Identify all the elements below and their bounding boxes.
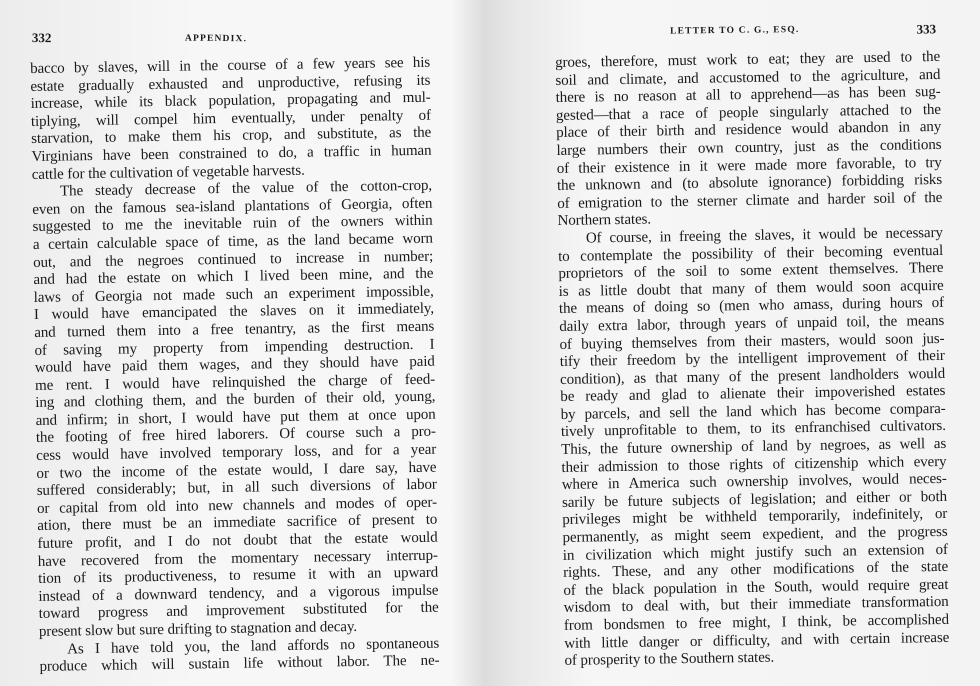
text-line: or two the income of the estate would, I dare say, have — [36, 459, 437, 482]
text-line: of buying themselves from their masters, would soon jus- — [559, 330, 945, 353]
text-line: This, the future ownership of land by negroes, as well as — [561, 435, 947, 459]
text-line: Northern states. — [557, 211, 652, 230]
right-page-header — [555, 21, 940, 46]
text-line: gested—that a race of people singularly attached to the — [555, 101, 942, 124]
text-line: and turned them into a free tenantry, as the first means — [34, 318, 435, 341]
text-line: The steady decrease of the value of the cotton-crop, — [59, 177, 433, 200]
text-line: groes, therefore, must work to eat; they are used to the — [555, 48, 941, 71]
text-line: me rent. I would have relinquished the charge of feed- — [34, 371, 436, 394]
text-line: suffered considerably; but, in all such diversions of labor — [36, 476, 437, 500]
text-line: and had the estate on which I lived been mine, and the — [33, 265, 434, 289]
text-line: tion of its productiveness, to resume it with an upward — [38, 564, 439, 588]
text-line: of emigration to the sterner climate and harder soil of the — [557, 189, 943, 212]
text-line: with little danger or difficulty, and with certain increase — [564, 629, 950, 652]
left-page-body — [30, 55, 440, 677]
text-line: the means of doing so (men who amass, during hours of — [558, 295, 945, 318]
text-line: As I have told you, the land affords no spontaneous — [67, 635, 440, 658]
text-line: tiplying, will compel him eventually, under penalty of — [30, 107, 432, 130]
text-line: privileges might be withheld temporarily, indefinitely, or — [562, 506, 948, 529]
text-line: and infirm; in short, I would have put them at once upon — [35, 406, 436, 429]
text-line: soil and climate, and accustomed to the agriculture, and — [555, 66, 941, 89]
text-line: Virginians have been constrained to do, a traffic in human — [31, 142, 432, 165]
text-line: by parcels, and sell the land which has become compara- — [560, 400, 946, 423]
text-line: where in America such ownership involves, would neces- — [561, 471, 947, 494]
text-line: place of their birth and residence would abandon in any — [556, 119, 942, 142]
text-line: of the black population in the South, would require great — [563, 576, 949, 599]
text-line: large numbers their own country, just as the conditions — [556, 136, 942, 159]
text-line: the footing of free hired laborers. Of course such a pro- — [35, 424, 437, 447]
text-line: would have paid them wages, and they should have paid — [34, 353, 435, 377]
text-line: there is no reason at all to apprehend—as has been sug- — [555, 84, 941, 107]
page-number: 333 — [916, 21, 937, 37]
text-line: out, and the negroes continued to increase in number; — [33, 248, 434, 271]
text-line: bacco by slaves, will in the course of a few years see his — [30, 54, 431, 77]
text-line: ation, there must be an immediate sacrifice of present to — [37, 512, 438, 535]
left-page-header — [30, 30, 430, 54]
text-line: rights. These, and any other modifications of the state — [563, 559, 949, 582]
text-line: even on the famous sea-island plantations of Georgia, often — [32, 195, 433, 218]
text-line: starvation, to make them his crop, and substitute, as the — [31, 125, 432, 148]
text-line: increase, while its black population, propagating and mul- — [30, 89, 431, 113]
text-line: I would have emancipated the slaves on it immediately, — [33, 300, 435, 324]
text-line: or capital from old into new channels and modes of oper- — [36, 494, 438, 517]
text-line: of saving my property from impending destruction. I — [34, 336, 435, 359]
text-line: from bondsmen to free might, I think, be accomplished — [563, 611, 950, 634]
text-line: present slow but sure drifting to stagnation and decay. — [38, 618, 358, 640]
text-line: in civilization which might justify such an extension of — [562, 541, 948, 564]
text-line: tively unprofitable to them, to its enfranchised cultivators. — [560, 418, 947, 441]
text-line: future profit, and I do not doubt that the estate would — [37, 529, 438, 552]
text-line: have recovered from the momentary necessary interrup- — [37, 547, 438, 570]
text-line: tify their freedom by the intelligent improvement of their — [559, 348, 945, 371]
text-line: toward progress and improvement substituted for the — [38, 600, 439, 623]
text-line: estate gradually exhausted and unproductive, refusing its — [30, 72, 431, 95]
text-line: laws of Georgia not made such an experiment impossible, — [33, 283, 434, 306]
right-page-body — [555, 49, 950, 671]
page-number: 332 — [31, 30, 52, 46]
text-line: is as little doubt that many of them would soon acquire — [558, 277, 944, 300]
text-line: Of course, in freeing the slaves, it would be necessary — [585, 224, 943, 247]
text-line: produce which will sustain life without labor. The ne- — [39, 652, 440, 676]
running-head: LETTER TO C. G., ESQ. — [670, 25, 800, 37]
text-line: sarily be future subjects of legislation; and either or both — [561, 488, 948, 511]
text-line: their admission to those rights of citizenship which every — [561, 453, 947, 476]
text-line: of their existence in it were made more favorable, to try — [556, 154, 942, 177]
text-line: of prosperity to the Southern states. — [564, 649, 775, 670]
text-line: cess would have involved temporary loss, and for a year — [36, 441, 437, 465]
text-line: be ready and glad to alienate their impoverished estates — [560, 383, 946, 406]
text-line: ing and clothing them, and the burden of their old, young, — [35, 388, 436, 412]
text-line: condition), as that many of the present landholders would — [559, 365, 946, 388]
running-head: APPENDIX. — [184, 33, 248, 45]
text-line: to contemplate the possibility of their becoming eventual — [558, 242, 944, 265]
text-line: permanently, as might seem expedient, and the progress — [562, 523, 948, 546]
text-line: suggested to me the inevitable ruin of the owners within — [32, 213, 433, 236]
text-line: the unknown and (to absolute ignorance) forbidding risks — [556, 172, 943, 195]
text-line: instead of a downward tendency, and a vigorous impulse — [38, 582, 439, 605]
text-line: wisdom to deal with, but their immediate transformation — [563, 594, 949, 617]
text-line: a certain calculable space of time, as the land became worn — [32, 230, 433, 253]
text-line: cattle for the cultivation of vegetable harvests. — [31, 162, 305, 183]
text-line: proprietors of the soil to some extent themselves. There — [558, 260, 944, 283]
text-line: daily extra labor, through years of unpaid toil, the means — [559, 312, 945, 335]
